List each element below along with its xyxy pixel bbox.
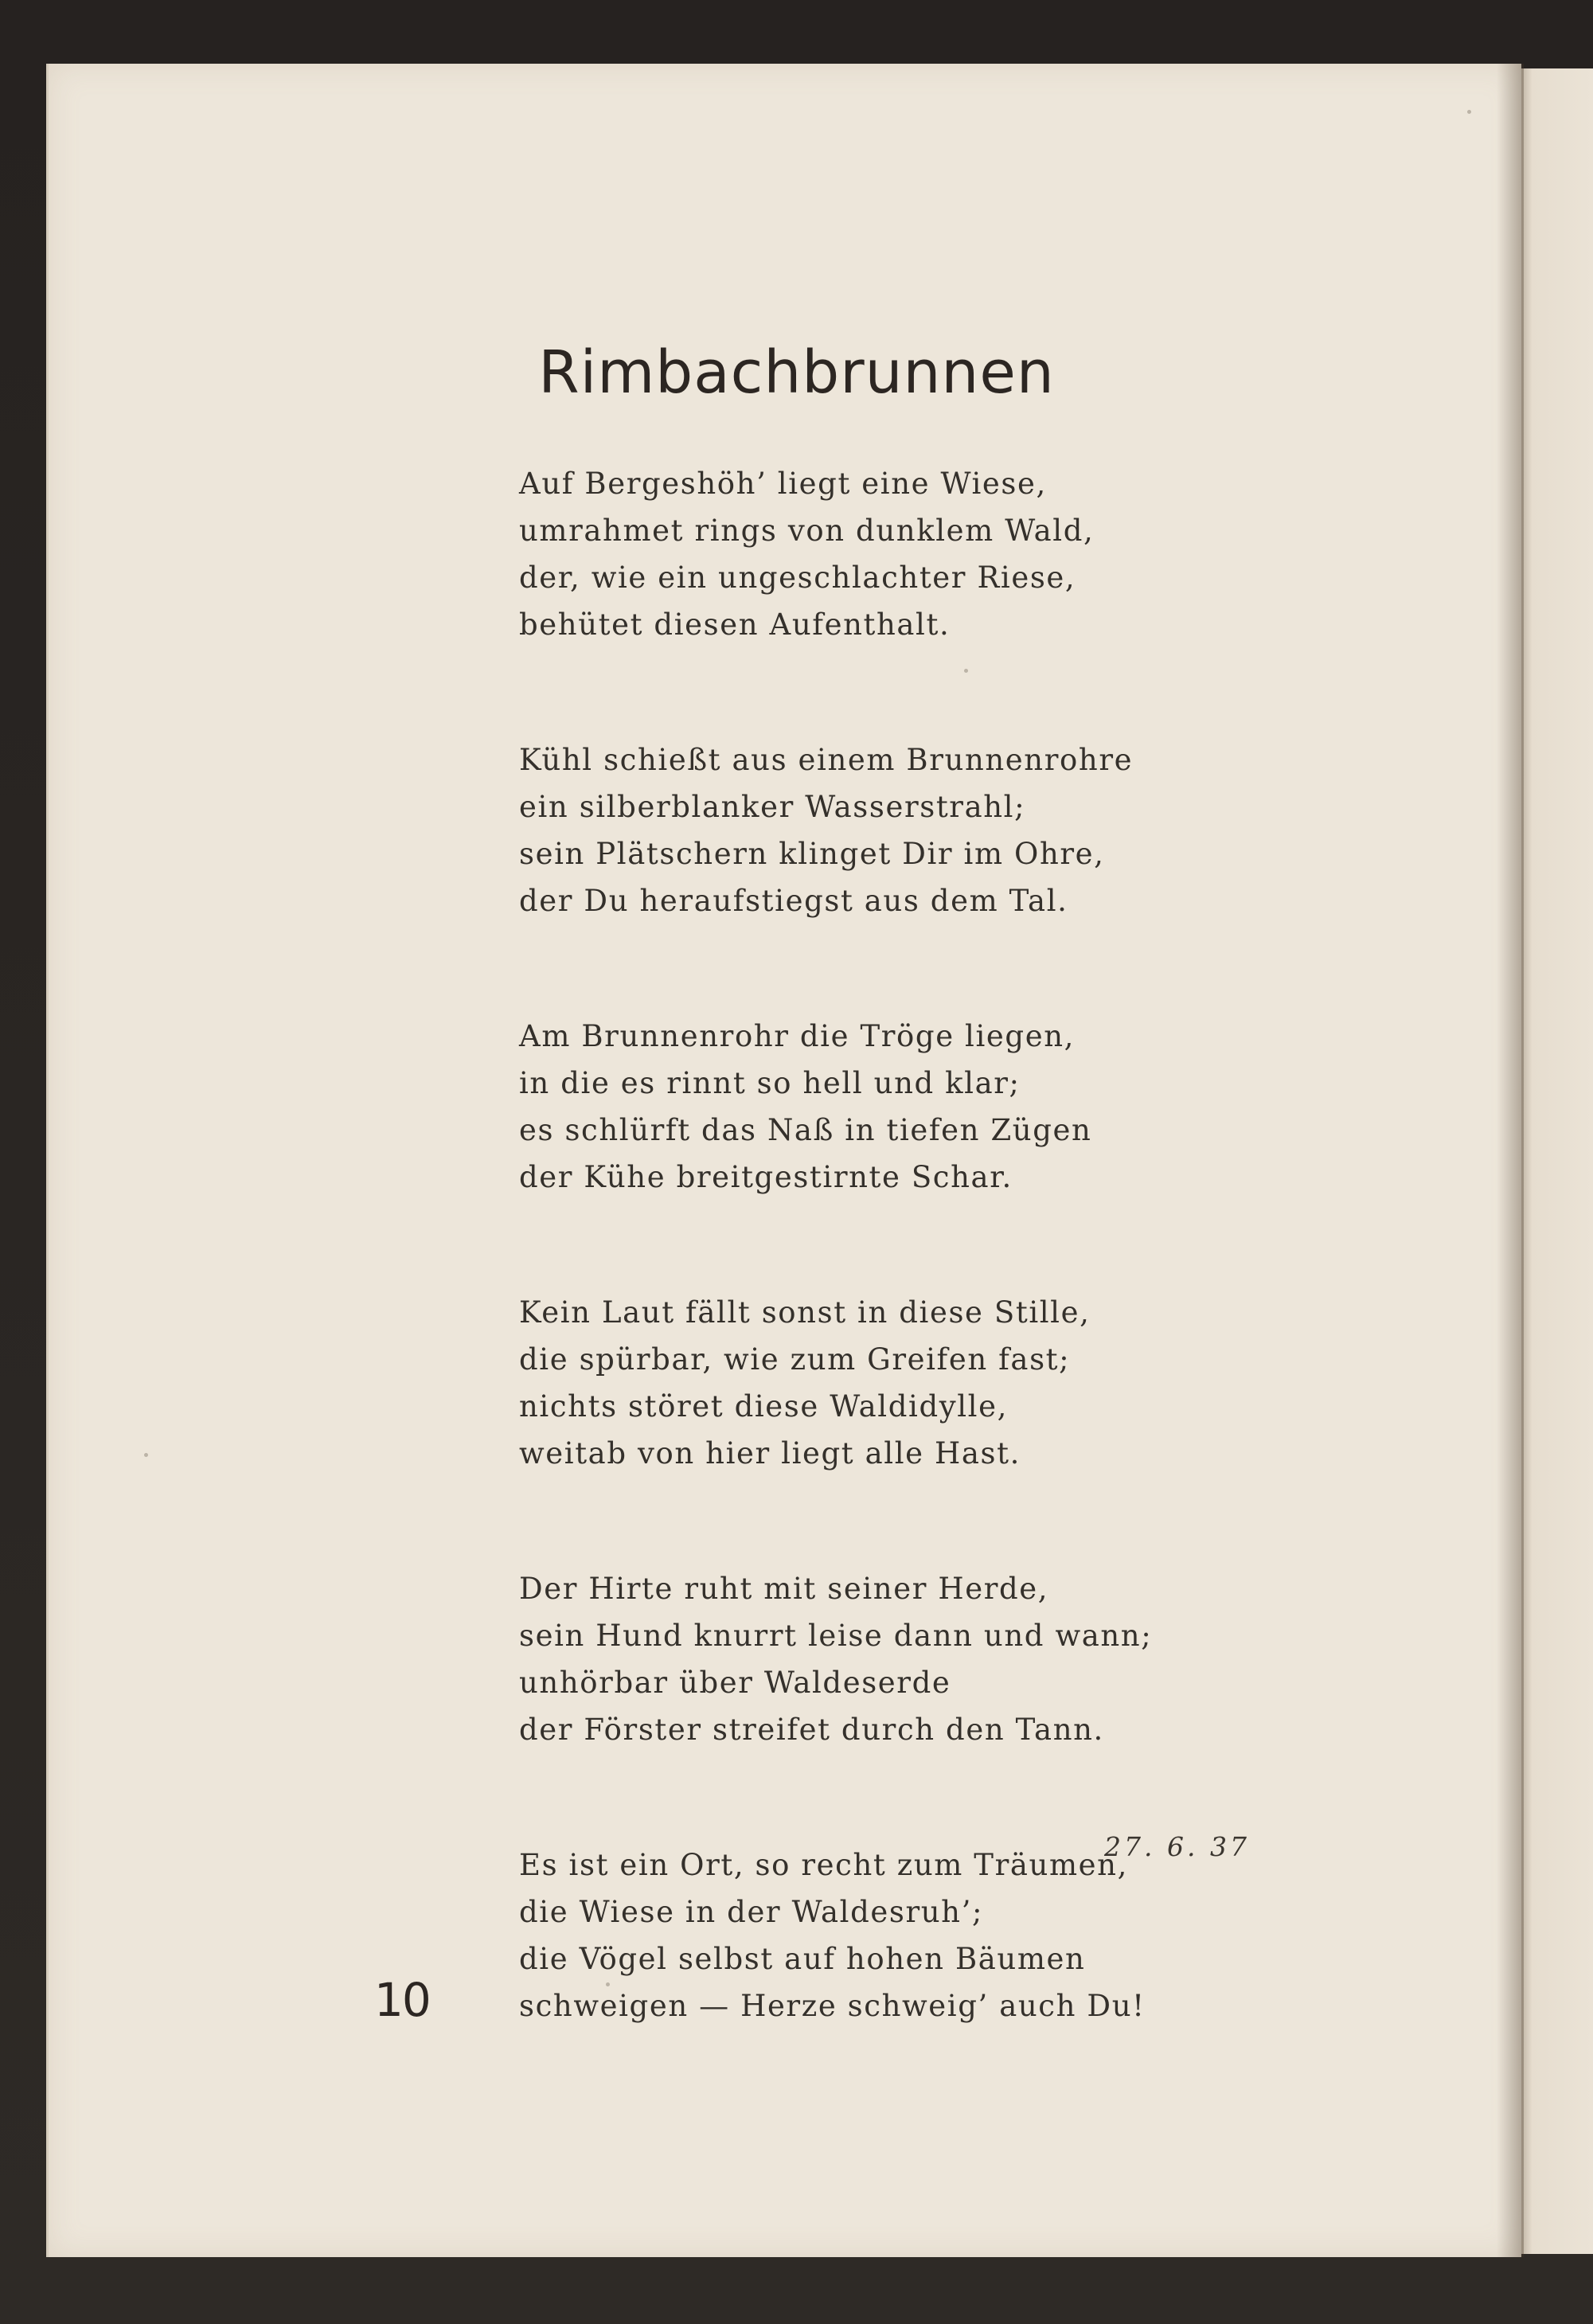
stanza-2	[519, 736, 1435, 924]
poem-line: in die es rinnt so hell und klar;	[519, 1066, 1021, 1100]
poem-line: behütet diesen Aufenthalt.	[519, 607, 951, 642]
poem-line: der Du heraufstiegst aus dem Tal.	[519, 884, 1068, 918]
poem-body	[519, 460, 1435, 2118]
stanza-4	[519, 1289, 1435, 1477]
poem-line: Auf Bergeshöh’ liegt eine Wiese,	[519, 467, 1047, 501]
stanza-6	[519, 1842, 1435, 2029]
poem-line: umrahmet rings von dunklem Wald,	[519, 514, 1095, 548]
poem-line: die Wiese in der Waldesruh’;	[519, 1895, 984, 1929]
poem-line: weitab von hier liegt alle Hast.	[519, 1436, 1021, 1471]
poem-title: Rimbachbrunnen	[538, 338, 1055, 407]
poem-date: 27. 6. 37	[1104, 1831, 1250, 1862]
poem-line: schweigen — Herze schweig’ auch Du!	[519, 1989, 1146, 2023]
poem-line: Kühl schießt aus einem Brunnenrohre	[519, 743, 1134, 777]
poem-line: ein silberblanker Wasserstrahl;	[519, 790, 1026, 824]
poem-line: der Förster streifet durch den Tann.	[519, 1713, 1104, 1747]
poem-line: Der Hirte ruht mit seiner Herde,	[519, 1572, 1049, 1606]
paper-speck	[1467, 110, 1471, 114]
paper-speck	[144, 1453, 148, 1457]
stanza-1	[519, 460, 1435, 648]
poem-line: die spürbar, wie zum Greifen fast;	[519, 1342, 1071, 1377]
poem-line: der, wie ein ungeschlachter Riese,	[519, 560, 1076, 595]
poem-line: Kein Laut fällt sonst in diese Stille,	[519, 1295, 1091, 1330]
poem-line: sein Plätschern klinget Dir im Ohre,	[519, 837, 1105, 871]
poem-line: sein Hund knurrt leise dann und wann;	[519, 1619, 1153, 1653]
poem-line: der Kühe breitgestirnte Schar.	[519, 1160, 1013, 1194]
poem-line: unhörbar über Waldeserde	[519, 1666, 951, 1700]
stanza-3	[519, 1013, 1435, 1201]
poem-line: Es ist ein Ort, so recht zum Träumen,	[519, 1848, 1128, 1882]
poem-line: Am Brunnenrohr die Tröge liegen,	[519, 1019, 1075, 1053]
poem-line: es schlürft das Naß in tiefen Zügen	[519, 1113, 1092, 1147]
stanza-5	[519, 1565, 1435, 1753]
poem-line: nichts störet diese Waldidylle,	[519, 1389, 1008, 1424]
page-number: 10	[374, 1973, 430, 2027]
poem-line: die Vögel selbst auf hohen Bäumen	[519, 1942, 1086, 1976]
